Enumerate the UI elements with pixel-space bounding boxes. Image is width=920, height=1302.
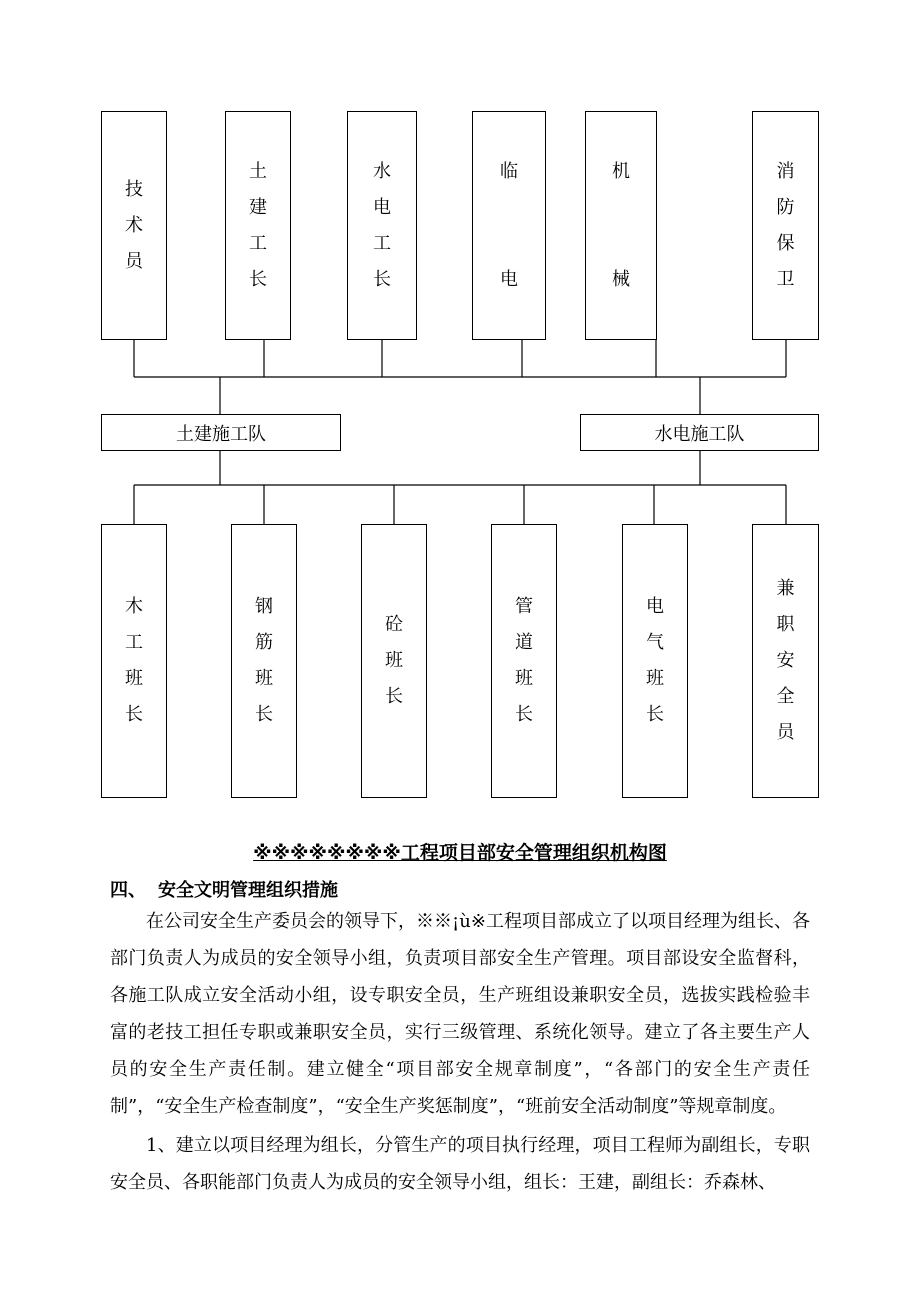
paragraph-1: 在公司安全生产委员会的领导下，※※¡ù※工程项目部成立了以项目经理为组长、各部门负责人为成员的安全领导小组，负责项目部安全生产管理。项目部设安全监督科，各施工队成立安全活动小组，设专职安全员，生产班组设兼职安全员，选拔实践检验丰富的老技工担任专职或兼职安全员，实行三级管理、系统化领导。建立了各主要生产人员的安全生产责任制。建立健全“项目部安全规章制度”，“各部门的安全生产责任制”，“安全生产检查制度”，“安全生产奖惩制度”，“班前安全活动制度”等规章制度。 xyxy=(110,911,810,1117)
role-label-tech: 技术员 xyxy=(125,178,143,272)
role-label-temp-power: 临电 xyxy=(500,160,518,290)
team-label-mep: 水电施工队 xyxy=(654,423,745,445)
crew-box-concrete xyxy=(361,524,427,798)
crew-label-safety-officer: 兼职安全员 xyxy=(776,578,795,743)
team-box-mep xyxy=(580,414,819,451)
crew-label-piping: 管道班长 xyxy=(515,596,533,725)
crew-label-rebar: 钢筋班长 xyxy=(255,596,273,725)
team-label-civil: 土建施工队 xyxy=(176,423,266,445)
role-box-machinery xyxy=(585,111,657,340)
team-box-civil xyxy=(101,414,341,451)
section-number: 四、 xyxy=(110,880,146,901)
section-title: 安全文明管理组织措施 xyxy=(158,880,338,901)
role-label-mep-foreman: 水电工长 xyxy=(373,160,391,290)
role-box-mep-foreman xyxy=(347,111,417,340)
role-box-temp-power xyxy=(472,111,546,340)
paragraph-2: 1、建立以项目经理为组长，分管生产的项目执行经理，项目工程师为副组长，专职安全员、各职能部门负责人为成员的安全领导小组，组长：王建，副组长：乔森林、 xyxy=(110,1135,810,1193)
role-label-civil-foreman: 土建工长 xyxy=(249,160,267,290)
crew-box-carpentry xyxy=(101,524,167,798)
role-box-fire-security xyxy=(752,111,819,340)
crew-label-concrete: 砼班长 xyxy=(385,614,403,707)
section-heading xyxy=(110,876,338,902)
role-box-tech xyxy=(101,111,167,340)
role-label-fire-security: 消防保卫 xyxy=(776,160,795,290)
role-label-machinery: 机械 xyxy=(612,160,630,290)
chart-caption: ※※※※※※※※工程项目部安全管理组织机构图 xyxy=(253,842,667,864)
crew-box-electrical xyxy=(622,524,688,798)
crew-box-safety-officer xyxy=(752,524,819,798)
crew-box-piping xyxy=(491,524,557,798)
role-box-civil-foreman xyxy=(225,111,291,340)
crew-label-electrical: 电气班长 xyxy=(646,596,664,725)
crew-label-carpentry: 木工班长 xyxy=(125,596,143,725)
crew-box-rebar xyxy=(231,524,297,798)
